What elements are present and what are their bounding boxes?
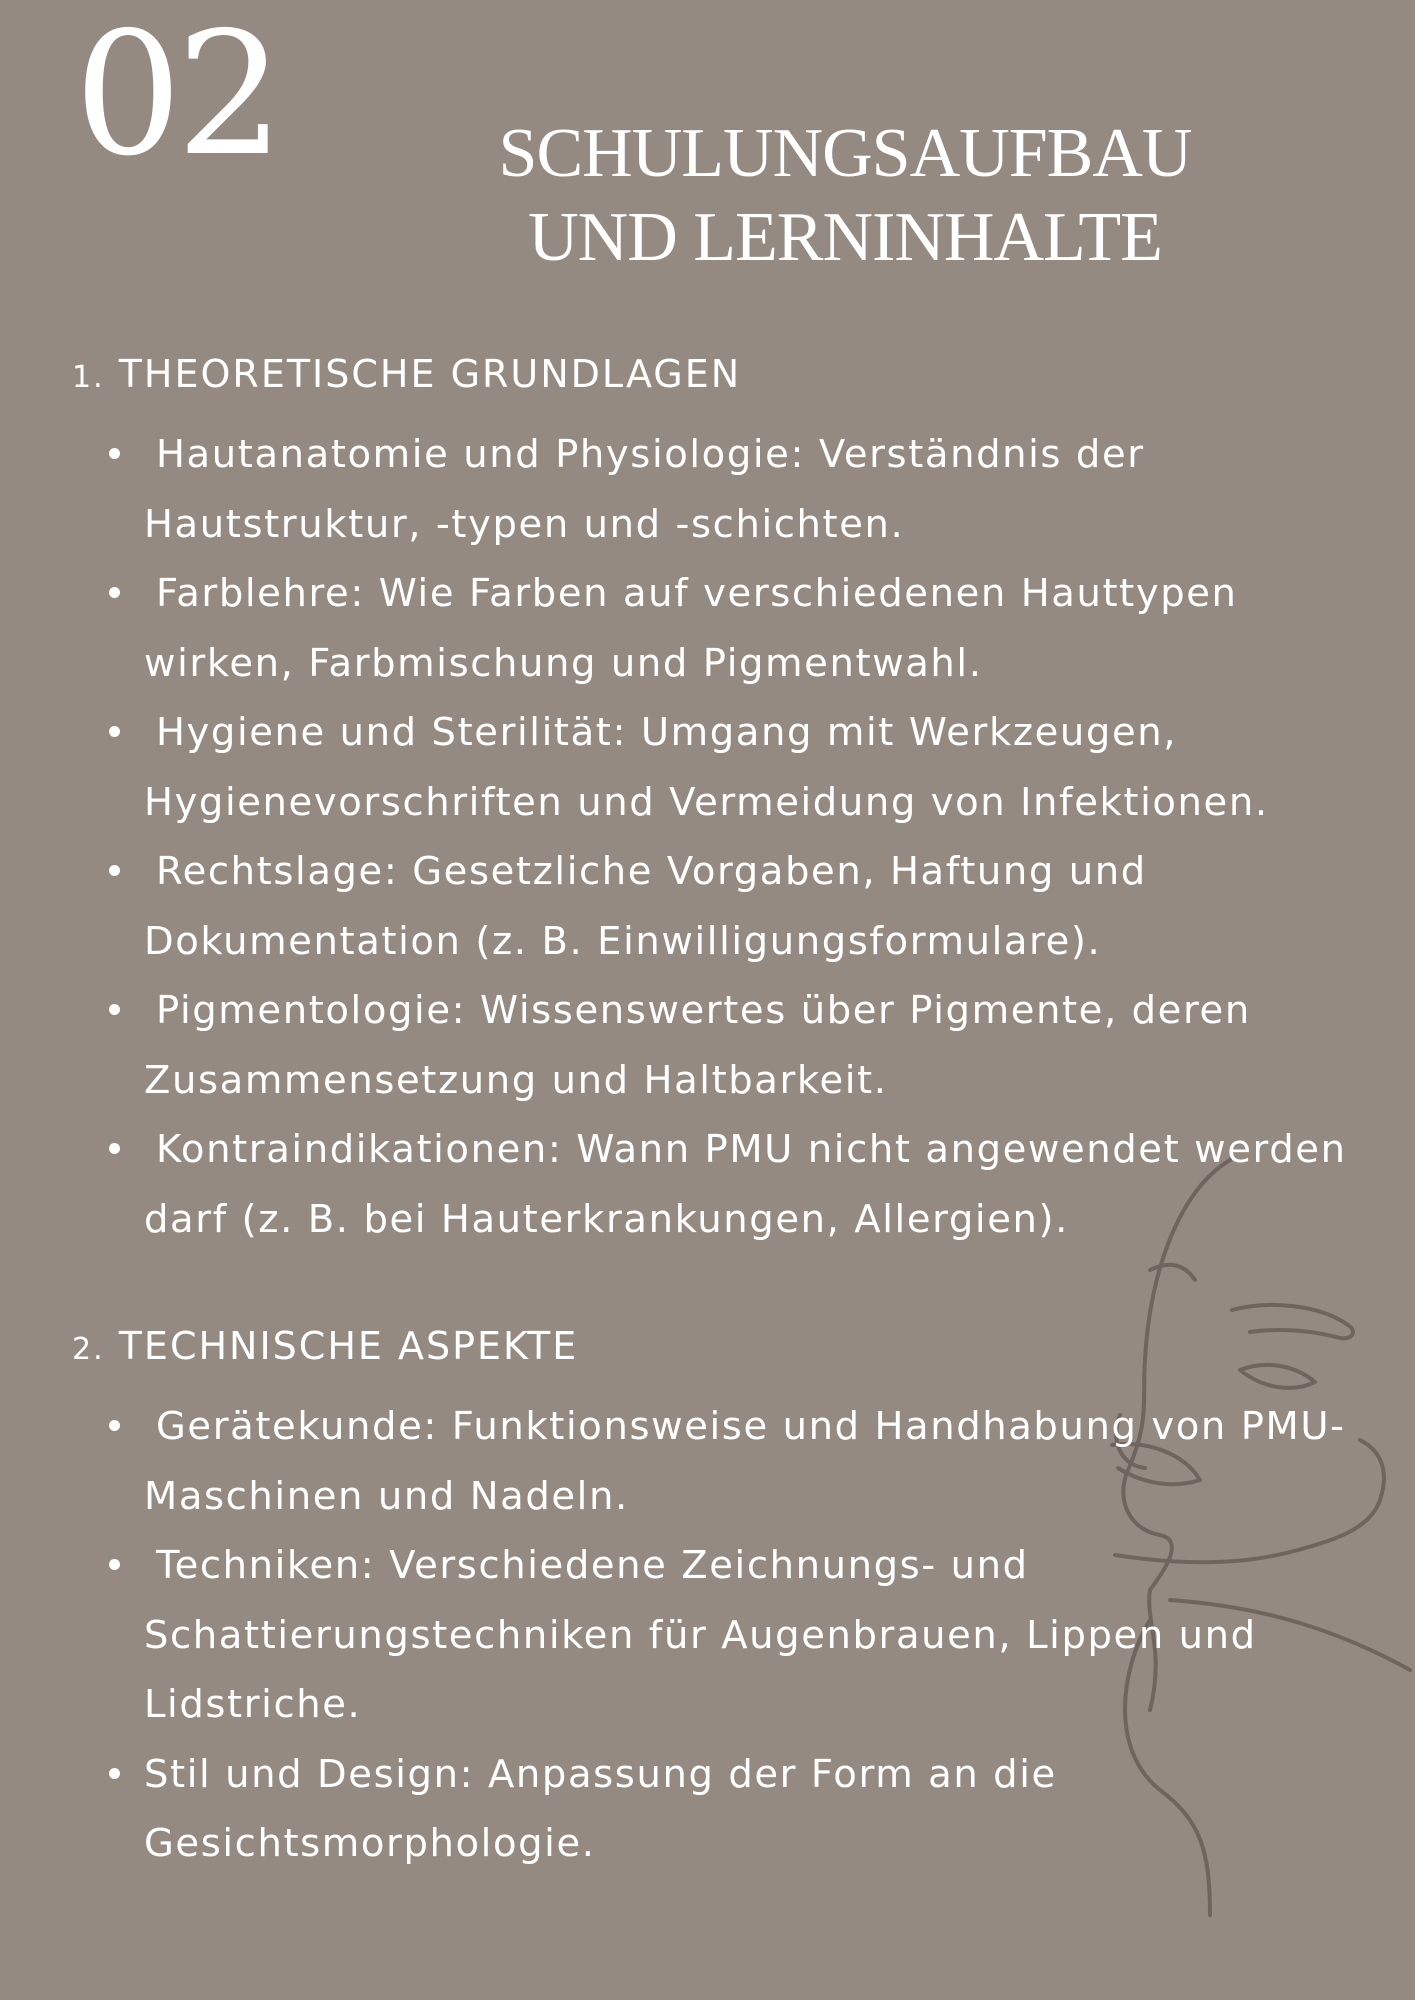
topic-list	[72, 1392, 1372, 1879]
section-number: 2.	[72, 1332, 105, 1367]
section-title: TECHNISCHE ASPEKTE	[118, 1324, 579, 1368]
section-theoretical	[72, 346, 1372, 1254]
list-item: Pigmentologie: Wissenswertes über Pigmente, deren Zusammensetzung und Haltbarkeit.	[72, 976, 1374, 1115]
list-item: Farblehre: Wie Farben auf verschiedenen Hauttypen wirken, Farbmischung und Pigmentwahl.	[72, 559, 1374, 698]
section-number: 1.	[72, 360, 105, 395]
bullet-icon	[109, 587, 120, 598]
list-item: Gerätekunde: Funktionsweise und Handhabung von PMU-Maschinen und Nadeln.	[72, 1392, 1374, 1531]
section-heading	[72, 1318, 1372, 1378]
bullet-icon	[109, 1143, 120, 1154]
bullet-icon	[109, 448, 120, 459]
list-item: Rechtslage: Gesetzliche Vorgaben, Haftung und Dokumentation (z. B. Einwilligungsformulare).	[72, 837, 1374, 976]
bullet-icon	[109, 1559, 120, 1570]
list-item: Techniken: Verschiedene Zeichnungs- und Schattierungstechniken für Augenbrauen, Lippen und Lidstriche.	[72, 1531, 1374, 1740]
bullet-icon	[109, 1004, 120, 1015]
bullet-icon	[109, 726, 120, 737]
section-title: THEORETISCHE GRUNDLAGEN	[118, 352, 742, 396]
list-item: Hygiene und Sterilität: Umgang mit Werkzeugen, Hygienevorschriften und Vermeidung von Infektionen.	[72, 698, 1374, 837]
page-title: SCHULUNGSAUFBAU UND LERNINHALTE	[498, 115, 1192, 276]
section-technical	[72, 1318, 1372, 1879]
list-item: Kontraindikationen: Wann PMU nicht angewendet werden darf (z. B. bei Hauterkrankungen, Allergien).	[72, 1115, 1374, 1254]
bullet-icon	[109, 1420, 120, 1431]
bullet-icon	[109, 1768, 120, 1779]
list-item: Hautanatomie und Physiologie: Verständnis der Hautstruktur, -typen und -schichten.	[72, 420, 1374, 559]
list-item: Stil und Design: Anpassung der Form an die Gesichtsmorphologie.	[72, 1740, 1374, 1879]
page-number: 02	[74, 0, 279, 194]
bullet-icon	[109, 865, 120, 876]
section-heading	[72, 346, 1372, 406]
topic-list	[72, 420, 1372, 1254]
